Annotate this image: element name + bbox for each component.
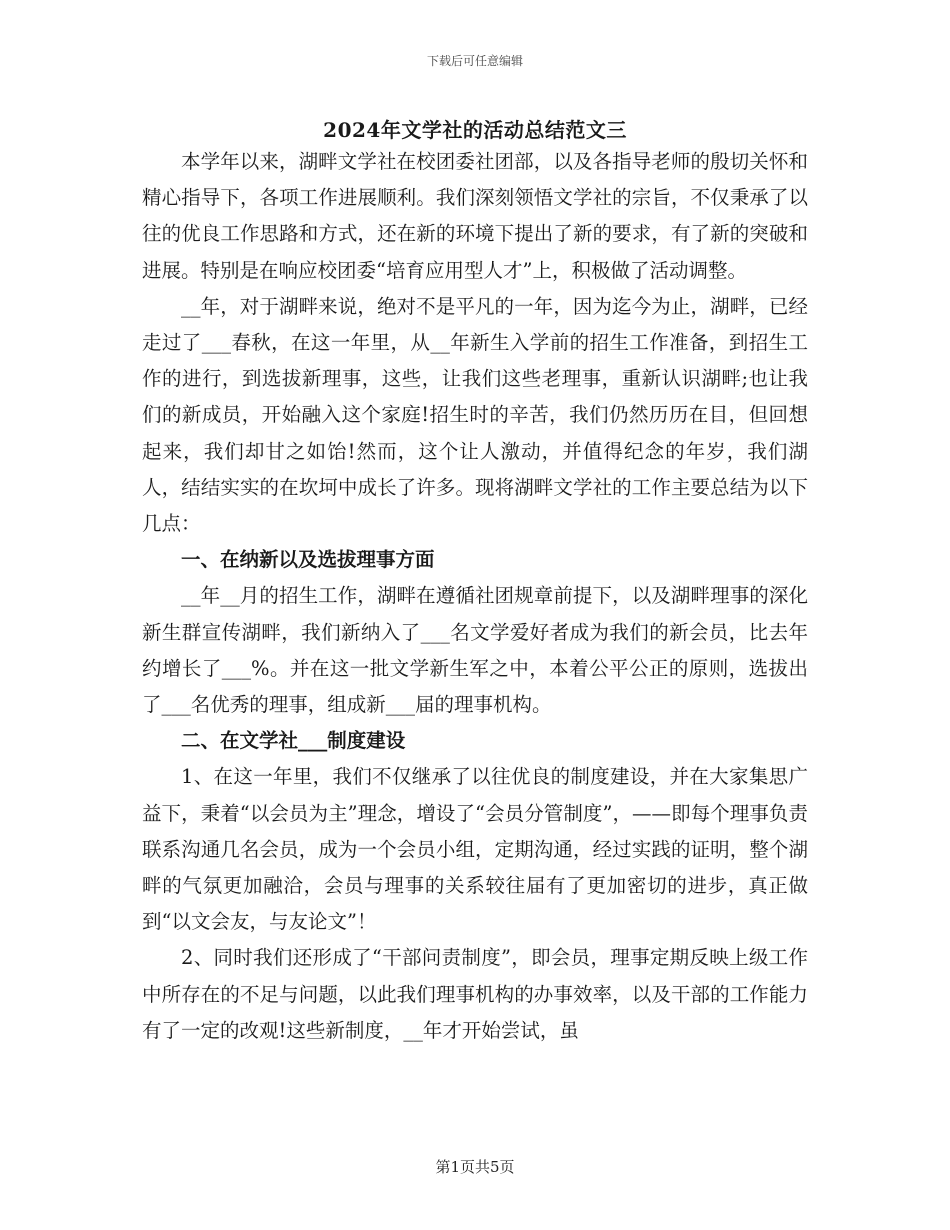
paragraph-system-2: 2、同时我们还形成了“干部问责制度”，即会员，理事定期反映上级工作中所存在的不足与问题，以此我们理事机构的办事效率，以及干部的工作能力有了一定的改观!这些新制度，__年才开始尝试，虽 <box>142 946 808 1042</box>
section-heading-recruitment: 一、在纳新以及选拔理事方面 <box>181 548 435 572</box>
document-title: 2024年文学社的活动总结范文三 <box>323 118 627 142</box>
paragraph-recruitment: __年__月的招生工作，湖畔在遵循社团规章前提下，以及湖畔理事的深化新生群宣传湖畔，我们新纳入了___名文学爱好者成为我们的新会员，比去年约增长了___%。并在这一批文学新生军之中，本着公平公正的原则，选拔出了___名优秀的理事，组成新___届的理事机构。 <box>142 584 808 717</box>
section-heading-system: 二、在文学社___制度建设 <box>181 729 406 753</box>
paragraph-intro: 本学年以来，湖畔文学社在校团委社团部，以及各指导老师的殷切关怀和精心指导下，各项工作进展顺利。我们深刻领悟文学社的宗旨，不仅秉承了以往的优良工作思路和方式，还在新的环境下提出了新的要求，有了新的突破和进展。特别是在响应校团委“培育应用型人才”上，积极做了活动调整。 <box>142 150 808 282</box>
paragraph-year-review: __年，对于湖畔来说，绝对不是平凡的一年，因为迄今为止，湖畔，已经走过了___春秋，在这一年里，从__年新生入学前的招生工作准备，到招生工作的进行，到选拔新理事，这些，让我们这些老理事，重新认识湖畔;也让我们的新成员，开始融入这个家庭!招生时的辛苦，我们仍然历历在目，但回想起来，我们却甘之如饴!然而，这个让人激动，并值得纪念的年岁，我们湖人，结结实实的在坎坷中成长了许多。现将湖畔文学社的工作主要总结为以下几点： <box>142 294 808 536</box>
paragraph-system-1: 1、在这一年里，我们不仅继承了以往优良的制度建设，并在大家集思广益下，秉着“以会员为主”理念，增设了“会员分管制度”，——即每个理事负责联系沟通几名会员，成为一个会员小组，定期沟通，经过实践的证明，整个湖畔的气氛更加融洽，会员与理事的关系较往届有了更加密切的进步，真正做到“以文会友，与友论文”！ <box>142 765 808 934</box>
header-note: 下载后可任意编辑 <box>426 54 523 68</box>
document-body <box>142 144 808 1049</box>
page-footer: 第1页共5页 <box>435 1158 515 1176</box>
